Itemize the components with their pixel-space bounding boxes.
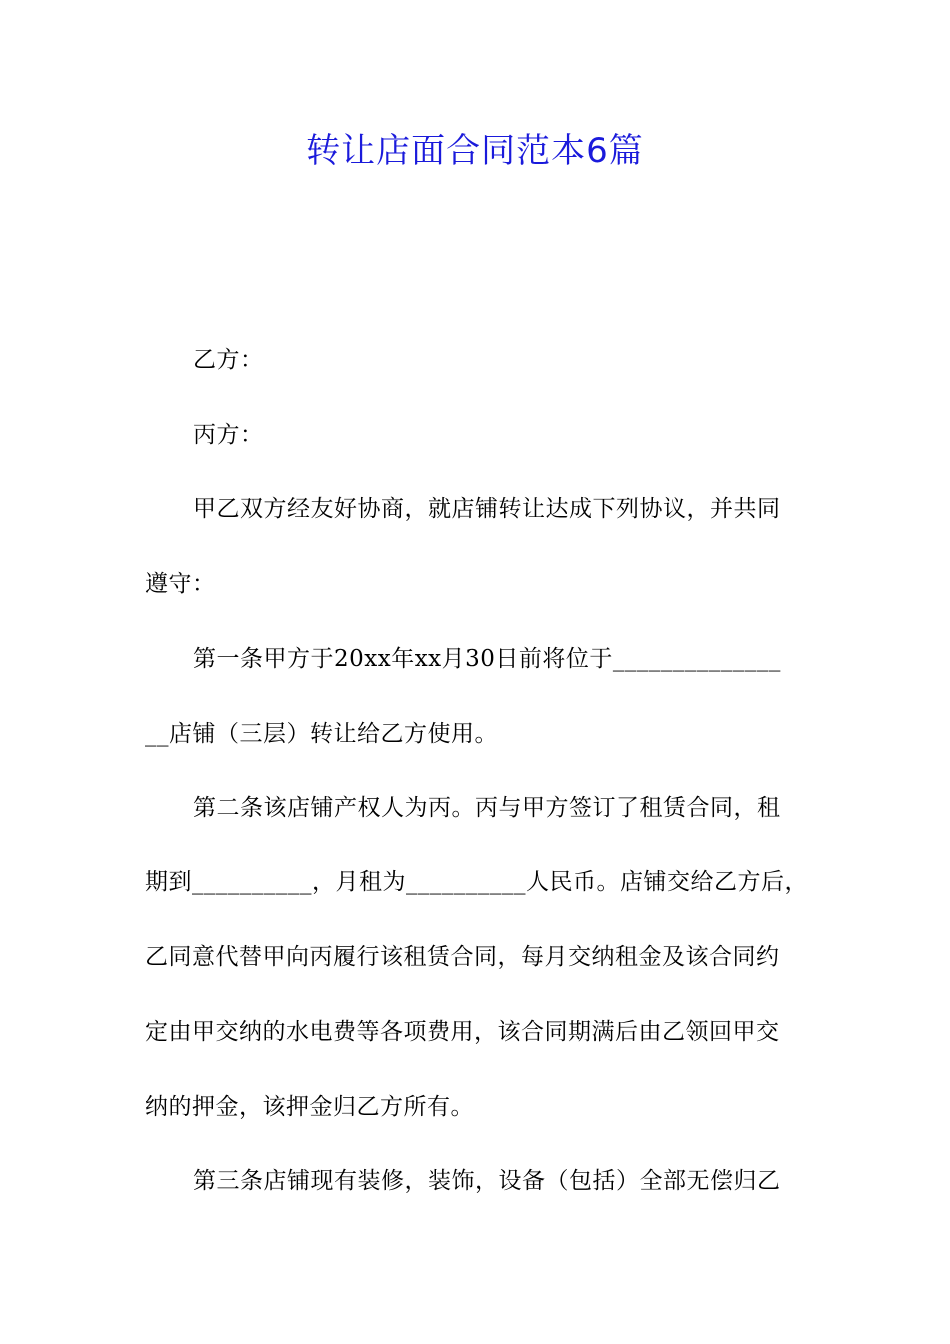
paragraph-line-intro-cont: 遵守：	[145, 571, 216, 597]
paragraph-line-article-2-cont-4: 纳的押金，该押金归乙方所有。	[145, 1094, 474, 1120]
paragraph-line-article-1-cont: __店铺（三层）转让给乙方使用。	[145, 721, 498, 747]
paragraph-line-intro: 甲乙双方经友好协商，就店铺转让达成下列协议，并共同	[193, 496, 781, 522]
document-title: 转让店面合同范本6篇	[306, 131, 644, 171]
paragraph-line-article-2-cont-1: 期到__________，月租为__________人民币。店铺交给乙方后，	[145, 869, 808, 895]
paragraph-line-party-b: 乙方：	[193, 347, 264, 373]
paragraph-line-article-2-cont-3: 定由甲交纳的水电费等各项费用，该合同期满后由乙领回甲交	[145, 1019, 780, 1045]
paragraph-line-article-2: 第二条该店铺产权人为丙。丙与甲方签订了租赁合同，租	[193, 795, 781, 821]
paragraph-line-party-c: 丙方：	[193, 422, 264, 448]
paragraph-line-article-3: 第三条店铺现有装修，装饰，设备（包括）全部无偿归乙	[193, 1168, 781, 1194]
paragraph-line-article-2-cont-2: 乙同意代替甲向丙履行该租赁合同，每月交纳租金及该合同约	[145, 944, 780, 970]
paragraph-line-article-1: 第一条甲方于20xx年xx月30日前将位于______________	[193, 646, 781, 672]
